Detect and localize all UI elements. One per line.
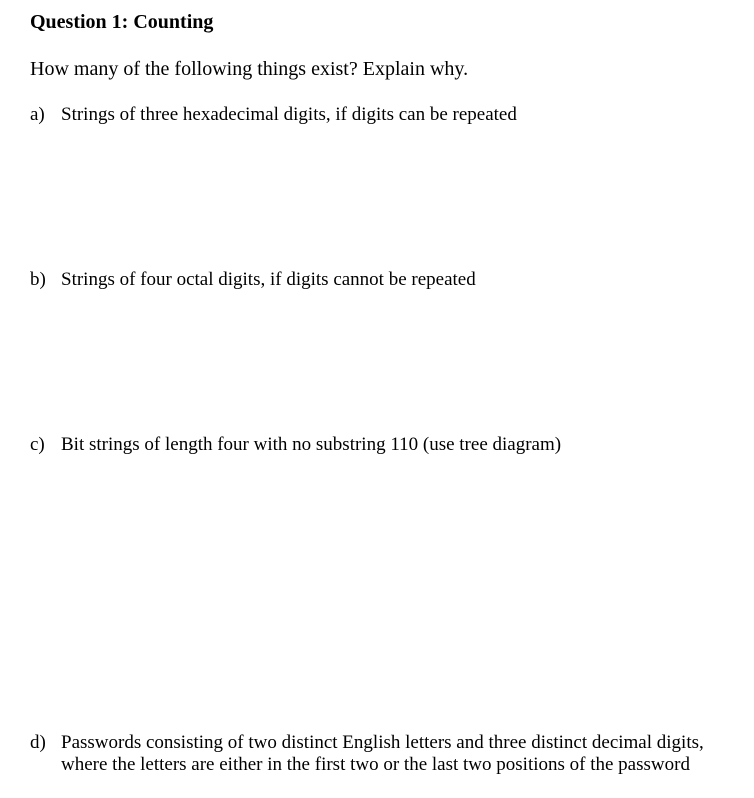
question-intro: How many of the following things exist? Explain why. [30, 58, 469, 80]
sub-question-text: Bit strings of length four with no substring 110 (use tree diagram) [61, 434, 562, 455]
sub-question-text: Strings of four octal digits, if digits cannot be repeated [61, 269, 476, 290]
sub-question-a [30, 104, 517, 126]
sub-question-label: a) [30, 104, 45, 125]
sub-question-b [30, 269, 476, 291]
question-title: Question 1: Counting [30, 11, 214, 33]
sub-question-label: d) [30, 732, 46, 753]
sub-question-d [30, 732, 750, 776]
sub-question-label: c) [30, 434, 45, 455]
sub-question-line [30, 732, 750, 754]
sub-question-text: Passwords consisting of two distinct English letters and three distinct decimal digits, [61, 732, 704, 753]
sub-question-c [30, 434, 561, 456]
sub-question-text: Strings of three hexadecimal digits, if digits can be repeated [61, 104, 517, 125]
sub-question-line-continued: where the letters are either in the first two or the last two positions of the password [61, 754, 690, 775]
sub-question-label: b) [30, 269, 46, 290]
